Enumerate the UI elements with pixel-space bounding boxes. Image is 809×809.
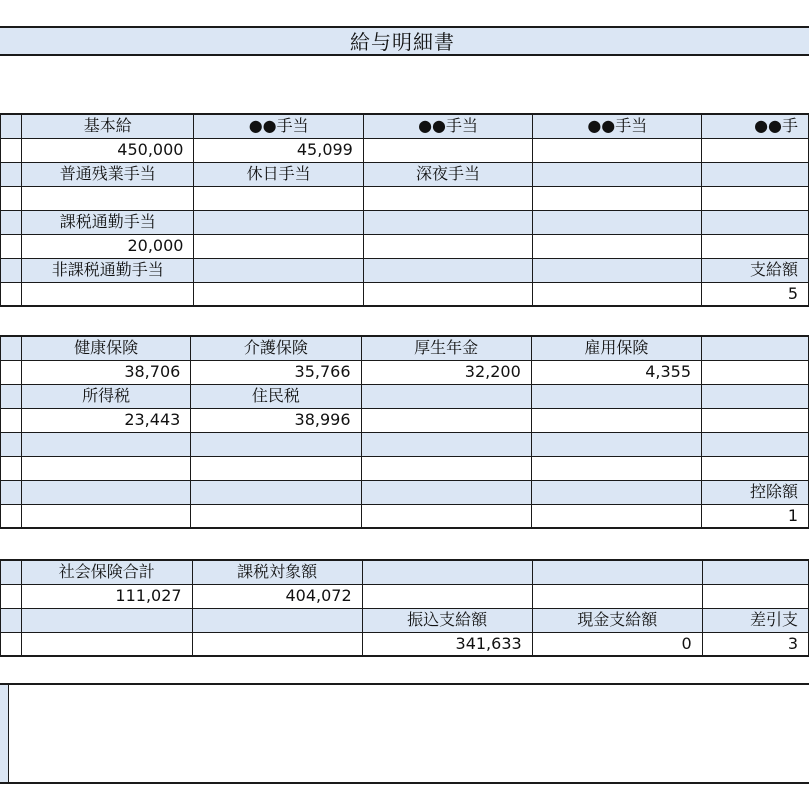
row-gutter xyxy=(1,336,22,360)
earnings-label-cell: ●●手 xyxy=(702,114,809,138)
earnings-label-cell: ●●手当 xyxy=(194,114,363,138)
earnings-label-cell xyxy=(702,162,809,186)
earnings-label-cell: ●●手当 xyxy=(533,114,702,138)
title-bar xyxy=(0,26,809,56)
deductions-value-cell[interactable] xyxy=(22,504,191,528)
deductions-label-cell xyxy=(702,384,809,408)
row-gutter xyxy=(1,384,22,408)
memo-box[interactable] xyxy=(0,683,809,784)
deductions-value-cell[interactable] xyxy=(361,408,531,432)
row-gutter xyxy=(1,456,22,480)
deductions-label-cell: 健康保険 xyxy=(22,336,191,360)
deductions-label-row xyxy=(1,480,809,504)
deductions-value-cell[interactable]: 1 xyxy=(702,504,809,528)
row-gutter xyxy=(1,408,22,432)
earnings-label-cell xyxy=(194,210,363,234)
row-gutter xyxy=(1,258,22,282)
deductions-value-row xyxy=(1,408,809,432)
deductions-label-row xyxy=(1,384,809,408)
earnings-table xyxy=(0,113,809,307)
earnings-value-cell[interactable] xyxy=(533,186,702,210)
deductions-value-cell[interactable] xyxy=(531,504,701,528)
deductions-value-row xyxy=(1,504,809,528)
totals-label-cell xyxy=(192,608,362,632)
deductions-label-row xyxy=(1,432,809,456)
row-gutter xyxy=(1,162,22,186)
earnings-value-cell[interactable] xyxy=(363,282,532,306)
earnings-label-cell: ●●手当 xyxy=(363,114,532,138)
totals-value-cell[interactable]: 404,072 xyxy=(192,584,362,608)
row-gutter xyxy=(1,608,22,632)
deductions-value-cell[interactable]: 38,706 xyxy=(22,360,191,384)
deductions-label-cell: 所得税 xyxy=(22,384,191,408)
totals-value-cell[interactable]: 3 xyxy=(702,632,808,656)
earnings-value-cell[interactable]: 450,000 xyxy=(22,138,194,162)
deductions-label-cell: 介護保険 xyxy=(191,336,361,360)
totals-label-cell: 課税対象額 xyxy=(192,560,362,584)
earnings-label-cell xyxy=(194,258,363,282)
deductions-label-cell: 雇用保険 xyxy=(531,336,701,360)
deductions-value-cell[interactable] xyxy=(702,408,809,432)
earnings-label-cell: 普通残業手当 xyxy=(22,162,194,186)
earnings-value-row xyxy=(1,282,809,306)
totals-label-cell: 社会保険合計 xyxy=(22,560,193,584)
earnings-label-row xyxy=(1,258,809,282)
earnings-value-cell[interactable] xyxy=(363,186,532,210)
deductions-value-cell[interactable]: 4,355 xyxy=(531,360,701,384)
deductions-value-cell[interactable]: 23,443 xyxy=(22,408,191,432)
deductions-label-cell xyxy=(702,336,809,360)
row-gutter xyxy=(1,632,22,656)
deductions-value-cell[interactable] xyxy=(702,360,809,384)
earnings-value-cell[interactable] xyxy=(702,186,809,210)
earnings-label-row xyxy=(1,210,809,234)
earnings-label-row xyxy=(1,114,809,138)
earnings-value-cell[interactable] xyxy=(194,186,363,210)
totals-value-row xyxy=(1,584,809,608)
earnings-label-cell: 休日手当 xyxy=(194,162,363,186)
row-gutter xyxy=(1,138,22,162)
totals-label-cell: 振込支給額 xyxy=(362,608,532,632)
earnings-value-cell[interactable] xyxy=(533,282,702,306)
totals-value-cell[interactable] xyxy=(702,584,808,608)
earnings-value-cell[interactable] xyxy=(363,138,532,162)
earnings-label-cell: 課税通勤手当 xyxy=(22,210,194,234)
earnings-label-cell xyxy=(363,258,532,282)
row-gutter xyxy=(1,432,22,456)
earnings-label-cell xyxy=(363,210,532,234)
deductions-label-cell: 厚生年金 xyxy=(361,336,531,360)
earnings-value-cell[interactable] xyxy=(363,234,532,258)
totals-value-cell[interactable] xyxy=(362,584,532,608)
earnings-value-cell[interactable] xyxy=(533,234,702,258)
earnings-label-cell xyxy=(533,162,702,186)
deductions-label-cell xyxy=(191,432,361,456)
earnings-value-cell[interactable] xyxy=(702,138,809,162)
deductions-value-cell[interactable]: 35,766 xyxy=(191,360,361,384)
deductions-value-cell[interactable] xyxy=(191,456,361,480)
totals-label-cell xyxy=(362,560,532,584)
deductions-label-cell xyxy=(22,480,191,504)
deductions-label-cell: 控除額 xyxy=(702,480,809,504)
totals-label-cell xyxy=(532,560,702,584)
earnings-value-cell[interactable] xyxy=(22,186,194,210)
deductions-table xyxy=(0,335,809,529)
earnings-label-cell xyxy=(533,258,702,282)
deductions-label-cell xyxy=(361,432,531,456)
row-gutter xyxy=(1,480,22,504)
row-gutter xyxy=(1,584,22,608)
earnings-value-cell[interactable]: 5 xyxy=(702,282,809,306)
deductions-value-cell[interactable]: 32,200 xyxy=(361,360,531,384)
earnings-label-cell xyxy=(533,210,702,234)
deductions-label-cell xyxy=(531,384,701,408)
deductions-label-cell xyxy=(702,432,809,456)
deductions-label-cell xyxy=(361,480,531,504)
deductions-value-cell[interactable] xyxy=(361,456,531,480)
deductions-label-cell xyxy=(361,384,531,408)
deductions-value-row xyxy=(1,360,809,384)
totals-label-row xyxy=(1,608,809,632)
deductions-label-cell xyxy=(22,432,191,456)
row-gutter xyxy=(1,360,22,384)
deductions-value-cell[interactable] xyxy=(531,408,701,432)
deductions-value-cell[interactable] xyxy=(191,504,361,528)
earnings-value-cell[interactable]: 20,000 xyxy=(22,234,194,258)
totals-value-cell[interactable] xyxy=(22,632,193,656)
earnings-value-cell[interactable] xyxy=(194,234,363,258)
deductions-value-row xyxy=(1,456,809,480)
totals-value-row xyxy=(1,632,809,656)
earnings-label-cell: 支給額 xyxy=(702,258,809,282)
deductions-label-cell xyxy=(191,480,361,504)
earnings-label-cell xyxy=(702,210,809,234)
row-gutter xyxy=(1,504,22,528)
totals-value-cell[interactable] xyxy=(192,632,362,656)
totals-value-cell[interactable]: 0 xyxy=(532,632,702,656)
totals-value-cell[interactable]: 341,633 xyxy=(362,632,532,656)
deductions-label-cell xyxy=(531,432,701,456)
earnings-label-row xyxy=(1,162,809,186)
totals-label-cell: 現金支給額 xyxy=(532,608,702,632)
row-gutter xyxy=(1,114,22,138)
totals-label-row xyxy=(1,560,809,584)
earnings-value-cell[interactable] xyxy=(194,282,363,306)
earnings-value-cell[interactable] xyxy=(533,138,702,162)
deductions-value-cell[interactable]: 38,996 xyxy=(191,408,361,432)
totals-label-cell xyxy=(22,608,193,632)
deductions-value-cell[interactable] xyxy=(22,456,191,480)
deductions-label-cell xyxy=(531,480,701,504)
deductions-label-row xyxy=(1,336,809,360)
totals-value-cell[interactable]: 111,027 xyxy=(22,584,193,608)
earnings-value-row xyxy=(1,186,809,210)
deductions-label-cell: 住民税 xyxy=(191,384,361,408)
totals-label-cell: 差引支 xyxy=(702,608,808,632)
earnings-value-cell[interactable] xyxy=(702,234,809,258)
totals-label-cell xyxy=(702,560,808,584)
row-gutter xyxy=(1,282,22,306)
deductions-value-cell[interactable] xyxy=(702,456,809,480)
earnings-value-cell[interactable]: 45,099 xyxy=(194,138,363,162)
totals-value-cell[interactable] xyxy=(532,584,702,608)
row-gutter xyxy=(1,186,22,210)
deductions-value-cell[interactable] xyxy=(531,456,701,480)
deductions-value-cell[interactable] xyxy=(361,504,531,528)
row-gutter xyxy=(1,560,22,584)
earnings-label-cell: 深夜手当 xyxy=(363,162,532,186)
earnings-value-row xyxy=(1,234,809,258)
row-gutter xyxy=(1,210,22,234)
row-gutter xyxy=(1,234,22,258)
earnings-value-cell[interactable] xyxy=(22,282,194,306)
document-title: 給与明細書 xyxy=(350,30,455,54)
memo-gutter xyxy=(0,685,9,782)
totals-table xyxy=(0,559,809,657)
earnings-label-cell: 非課税通勤手当 xyxy=(22,258,194,282)
earnings-value-row xyxy=(1,138,809,162)
earnings-label-cell: 基本給 xyxy=(22,114,194,138)
